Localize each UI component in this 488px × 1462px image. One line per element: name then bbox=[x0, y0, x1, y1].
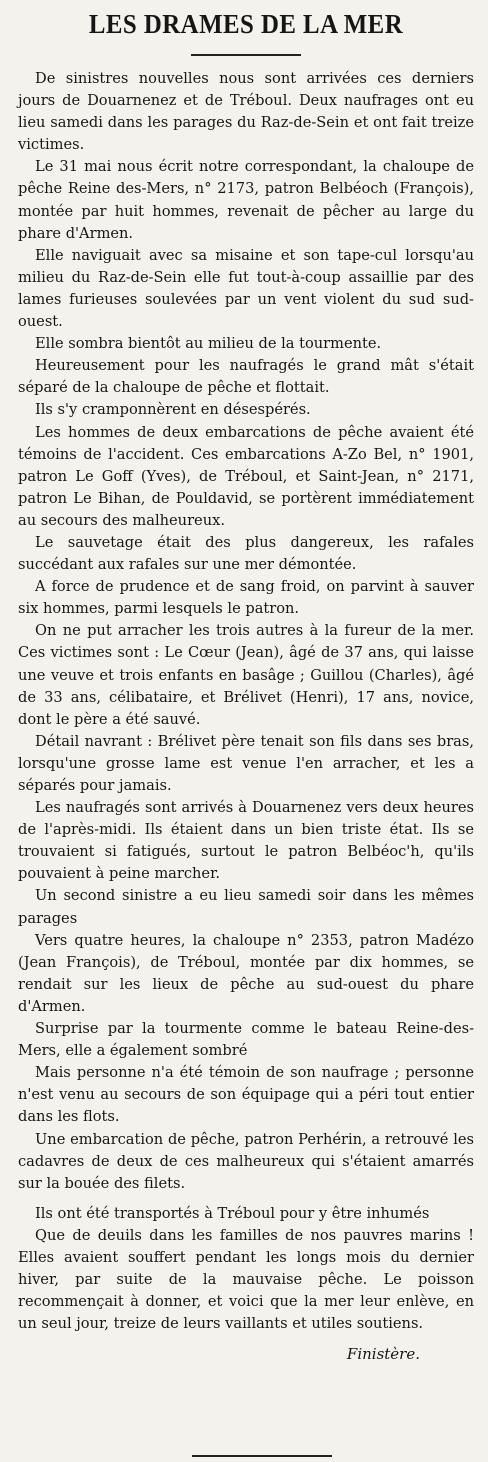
paragraph: Elle naviguait avec sa misaine et son tape-cul lorsqu'au milieu du Raz-de-Sein elle fut tout-à-coup assaillie par des lames furieuses soulevées par un vent violent du sud sud-ouest. bbox=[18, 246, 474, 331]
paragraph: Heureusement pour les naufragés le grand mât s'était séparé de la chaloupe de pêche et flottait. bbox=[18, 357, 474, 397]
paragraph: Le 31 mai nous écrit notre correspondant, la chaloupe de pêche Reine des-Mers, n° 2173, patron Belbéoch (François), montée par huit hommes, revenait de pêcher au large du phare d'Armen. bbox=[18, 158, 474, 242]
article-signoff: Finistère. bbox=[346, 1345, 420, 1364]
paragraph: Les hommes de deux embarcations de pêche avaient été témoins de l'accident. Ces embarcations A-Zo Bel, n° 1901, patron Le Goff (Yves), de Tréboul, et Saint-Jean, n° 2171, patron Le Bihan, de Pouldavid, se portèrent immédiatement au secours des malheureux. bbox=[18, 423, 474, 529]
paragraph: Un second sinistre a eu lieu samedi soir dans les mêmes parages bbox=[18, 887, 474, 927]
bottom-divider bbox=[192, 1455, 332, 1457]
paragraph: Elle sombra bientôt au milieu de la tourmente. bbox=[35, 335, 382, 353]
paragraph: On ne put arracher les trois autres à la fureur de la mer. Ces victimes sont : Le Cœur (Jean), âgé de 37 ans, qui laisse une veuve et trois enfants en basâge ; Guillou (Charles), âgé de 33 ans, célibataire, et Brélivet (Henri), 17 ans, novice, dont le père a été sauvé. bbox=[18, 622, 474, 728]
paragraph: Surprise par la tourmente comme le bateau Reine-des-Mers, elle a également sombré bbox=[18, 1020, 474, 1060]
paragraph: Ils ont été transportés à Tréboul pour y être inhumés bbox=[35, 1204, 430, 1222]
paragraph: A force de prudence et de sang froid, on parvint à sauver six hommes, parmi lesquels le patron. bbox=[18, 578, 474, 618]
paragraph: Ils s'y cramponnèrent en désespérés. bbox=[35, 401, 311, 419]
paragraph: Le sauvetage était des plus dangereux, les rafales succédant aux rafales sur une mer démontée. bbox=[18, 533, 474, 574]
paragraph: Vers quatre heures, la chaloupe n° 2353, patron Madézo (Jean François), de Tréboul, montée par dix hommes, se rendait sur les lieux de pêche au sud-ouest du phare d'Armen. bbox=[18, 931, 474, 1015]
paragraph: Que de deuils dans les familles de nos pauvres marins ! Elles avaient souffert pendant les longs mois du dernier hiver, par suite de la mauvaise pêche. Le poisson recommençait à donner, et voici que la mer leur enlève, en un seul jour, treize de leurs vaillants et utiles soutiens. bbox=[18, 1226, 474, 1333]
paragraph: Une embarcation de pêche, patron Perhérin, a retrouvé les cadavres de deux de ces malheureux qui s'étaient amarrés sur la bouée des filets. bbox=[18, 1130, 474, 1192]
paragraph: Mais personne n'a été témoin de son naufrage ; personne n'est venu au secours de son équipage qui a péri tout entier dans les flots. bbox=[18, 1064, 474, 1126]
article-title: LES DRAMES DE LA MER bbox=[88, 9, 404, 39]
paragraph: Les naufragés sont arrivés à Douarnenez vers deux heures de l'après-midi. Ils étaient dans un bien triste état. Ils se trouvaient si fatigués, surtout le patron Belbéoc'h, qu'ils pouvaient à peine marcher. bbox=[18, 799, 474, 883]
title-divider bbox=[191, 54, 301, 56]
paragraph: Détail navrant : Brélivet père tenait son fils dans ses bras, lorsqu'une grosse lame est venue l'en arracher, et les a séparés pour jamais. bbox=[18, 732, 474, 794]
article-body bbox=[18, 68, 474, 1335]
paragraph: De sinistres nouvelles nous sont arrivées ces derniers jours de Douarnenez et de Tréboul. Deux naufrages ont eu lieu samedi dans les parages du Raz-de-Sein et ont fait treize victimes. bbox=[18, 70, 474, 154]
